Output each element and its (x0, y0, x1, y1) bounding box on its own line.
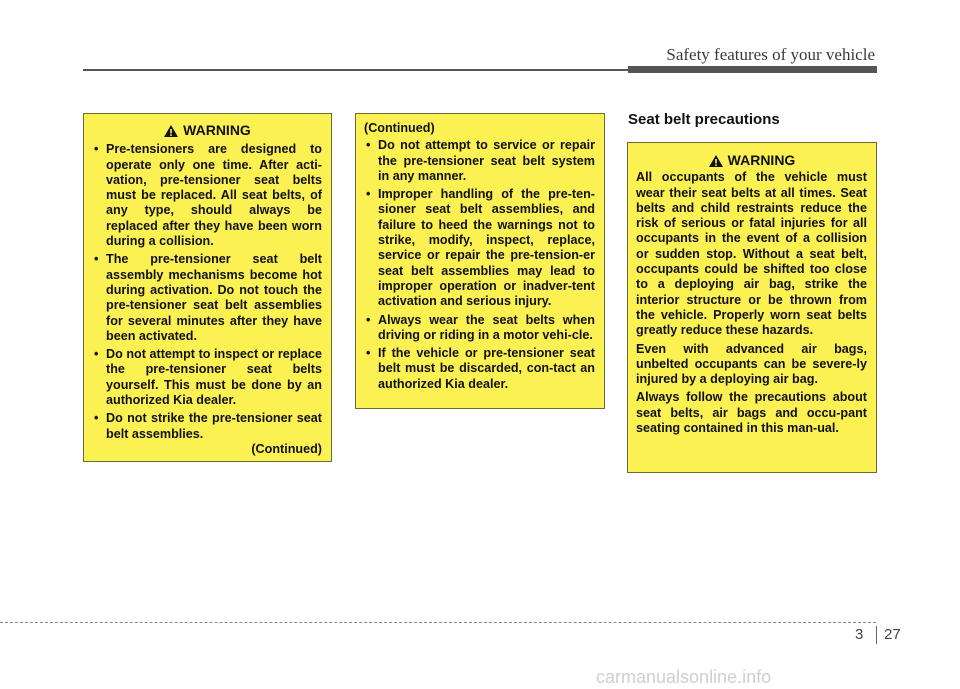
list-item: • Do not attempt to inspect or replace the pre-tensioner seat belts yourself. This must be done by an authorized Kia dealer. (92, 347, 322, 408)
list-item: • Do not strike the pre-tensioner seat belt assemblies. (92, 411, 322, 442)
warning-title (636, 153, 867, 168)
list-item: • Do not attempt to service or repair the pre-tensioner seat belt system in any manner. (364, 138, 595, 184)
warning-triangle-icon (163, 124, 179, 138)
warning-list (92, 142, 322, 442)
warning-box-continued (355, 113, 605, 409)
warning-title (92, 123, 322, 138)
chapter-number: 3 (855, 626, 864, 643)
section-heading: Seat belt precautions (628, 111, 780, 128)
footer-rule (0, 622, 876, 623)
continued-label: (Continued) (251, 441, 322, 456)
list-item: • Improper handling of the pre-ten-sioner seat belt assemblies, and failure to heed the warnings not to strike, modify, inspect, replace, service or repair the pre-tension-er seat belt assemblies may lead to improper operation or inadver-tent activation and serious injury. (364, 187, 595, 309)
page-number-divider (876, 626, 877, 644)
continued-label: (Continued) (364, 121, 435, 135)
warning-paragraph: All occupants of the vehicle must wear their seat belts at all times. Seat belts and child restraints reduce the risk of serious or fatal injuries for all occupants in the event of a collision or sudden stop. Without a seat belt, occupants could be shifted too close to a deploying air bag, strike the interior structure or be thrown from the vehicle. Properly worn seat belts greatly reduce these hazards. (636, 170, 867, 338)
warning-paragraph: Always follow the precautions about seat belts, air bags and occu-pant seating contained in this man-ual. (636, 390, 867, 436)
warning-list (364, 138, 595, 392)
list-item: • If the vehicle or pre-tensioner seat belt must be discarded, con-tact an authorized Kia dealer. (364, 346, 595, 392)
warning-paragraph: Even with advanced air bags, unbelted occupants can be severe-ly injured by a deploying air bag. (636, 341, 867, 387)
header-title: Safety features of your vehicle (666, 45, 875, 64)
warning-title-text: WARNING (183, 122, 251, 138)
page-number: 27 (884, 626, 901, 643)
warning-box-seat-belt-precautions (627, 142, 877, 473)
list-item: • The pre-tensioner seat belt assembly mechanisms become hot during activation. Do not touch the pre-tensioner seat belt assemblies for several minutes after they have been activated. (92, 252, 322, 344)
list-item: • Pre-tensioners are designed to operate only one time. After acti-vation, pre-tensioner seat belts must be replaced. All seat belts, of any type, should always be replaced after they have been worn during a collision. (92, 142, 322, 249)
list-item: • Always wear the seat belts when driving or riding in a motor vehi-cle. (364, 313, 595, 344)
header-rule-accent (628, 66, 877, 73)
warning-box-pretensioners (83, 113, 332, 462)
warning-title-text: WARNING (727, 152, 796, 168)
watermark: carmanualsonline.info (596, 667, 772, 687)
warning-triangle-icon (708, 154, 724, 168)
